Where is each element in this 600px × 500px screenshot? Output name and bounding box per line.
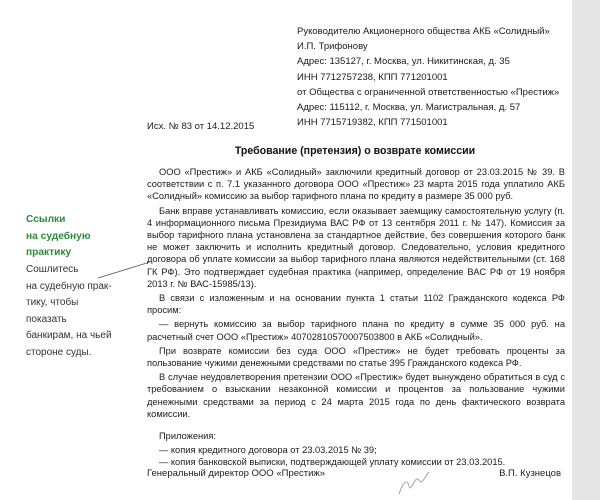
paragraph: При возврате комиссии без суда ООО «Престиж» не будет требовать проценты за пользование чужими денежными средствами по статье 395 Гражданского кодекса РФ. bbox=[147, 345, 565, 369]
paragraph: Банк вправе устанавливать комиссию, если оказывает заемщику самостоятельную услугу (п. 4 информационного письма Президиума ВАС РФ от 13 сентября 2011 г. № 147). Комиссия за выбор тарифного плана установлена за стандартное действие, без совершения которого банк не может заключить и исполнить кредитный договор. Следовательно, условия кредитного договора об уплате комиссии за выбор тарифного плана являются недействительными (ст. 168 ГК РФ). Это подтверждает судебная практика (например, определение ВАС РФ от 19 ноября 2013 г. № ВАС-15985/13). bbox=[147, 205, 565, 289]
paragraph: В случае неудовлетворения претензии ООО «Престиж» будет вынуждено обратиться в суд с требованием о взыскании незаконной комиссии и процентов за пользование чужими денежными средствами за период с 24 марта 2015 года по день фактического возврата комиссии. bbox=[147, 372, 565, 419]
sidebar-title-line: на судебную bbox=[26, 230, 91, 242]
sender-line: ИНН 7715719382, КПП 771501001 bbox=[297, 117, 448, 129]
attachment-item: — копия банковской выписки, подтверждающей уплату комиссии от 23.03.2015. bbox=[159, 457, 506, 468]
sidebar-title-line: практику bbox=[26, 247, 72, 258]
sender-line: от Общества с ограниченной ответственностью «Престиж» bbox=[297, 86, 560, 98]
attachment-item: — копия кредитного договора от 23.03.2015 № 39; bbox=[159, 445, 377, 456]
paragraph: ООО «Престиж» и АКБ «Солидный» заключили кредитный договор от 23.03.2015 № 39. В соответствии с п. 7.1 указанного договора ООО «Престиж» 23 марта 2015 года уплатило АКБ «Солидный» комиссию за выбор тарифного плана по кредиту в размере 35 000 руб. bbox=[147, 167, 565, 202]
outgoing-reference: Исх. № 83 от 14.12.2015 bbox=[147, 121, 255, 132]
sender-line: Адрес: 115112, г. Москва, ул. Магистральная, д. 57 bbox=[297, 102, 521, 114]
request-item: — вернуть комиссию за выбор тарифного плана по кредиту в сумме 35 000 руб. на расчетный счет ООО «Престиж» 40702810570007503800 в АКБ «Солидный». bbox=[147, 319, 565, 342]
attachments-title: Приложения: bbox=[159, 431, 216, 442]
sidebar-note-line: Сошлитесь bbox=[26, 264, 79, 275]
sidebar-note-line: банкирам, на чьей bbox=[26, 330, 112, 341]
document-title: Требование (претензия) о возврате комиссии bbox=[234, 145, 476, 157]
signature-line bbox=[147, 468, 565, 479]
sidebar-note-line: стороне суды. bbox=[26, 346, 92, 358]
signatory-name: В.П. Кузнецов bbox=[499, 468, 561, 479]
callout-line bbox=[98, 262, 150, 278]
signatory-position: Генеральный директор ООО «Престиж» bbox=[147, 468, 326, 479]
addressee-line: Руководителю Акционерного общества АКБ «Солидный» bbox=[297, 26, 550, 37]
sidebar-note-line: на судебную прак- bbox=[26, 280, 112, 292]
addressee-line: ИНН 7712757238, КПП 771201001 bbox=[297, 71, 448, 83]
sidebar-title-line: Ссылки bbox=[26, 214, 66, 225]
addressee-line: И.П. Трифонову bbox=[297, 41, 368, 53]
handwritten-signature bbox=[395, 468, 435, 498]
sidebar-note-line: тику, чтобы показать bbox=[26, 297, 79, 325]
paragraph: В связи с изложенным и на основании пункта 1 статьи 1102 Гражданского кодекса РФ просим: bbox=[147, 293, 565, 316]
addressee-line: Адрес: 135127, г. Москва, ул. Никитинская, д. 35 bbox=[297, 56, 510, 68]
